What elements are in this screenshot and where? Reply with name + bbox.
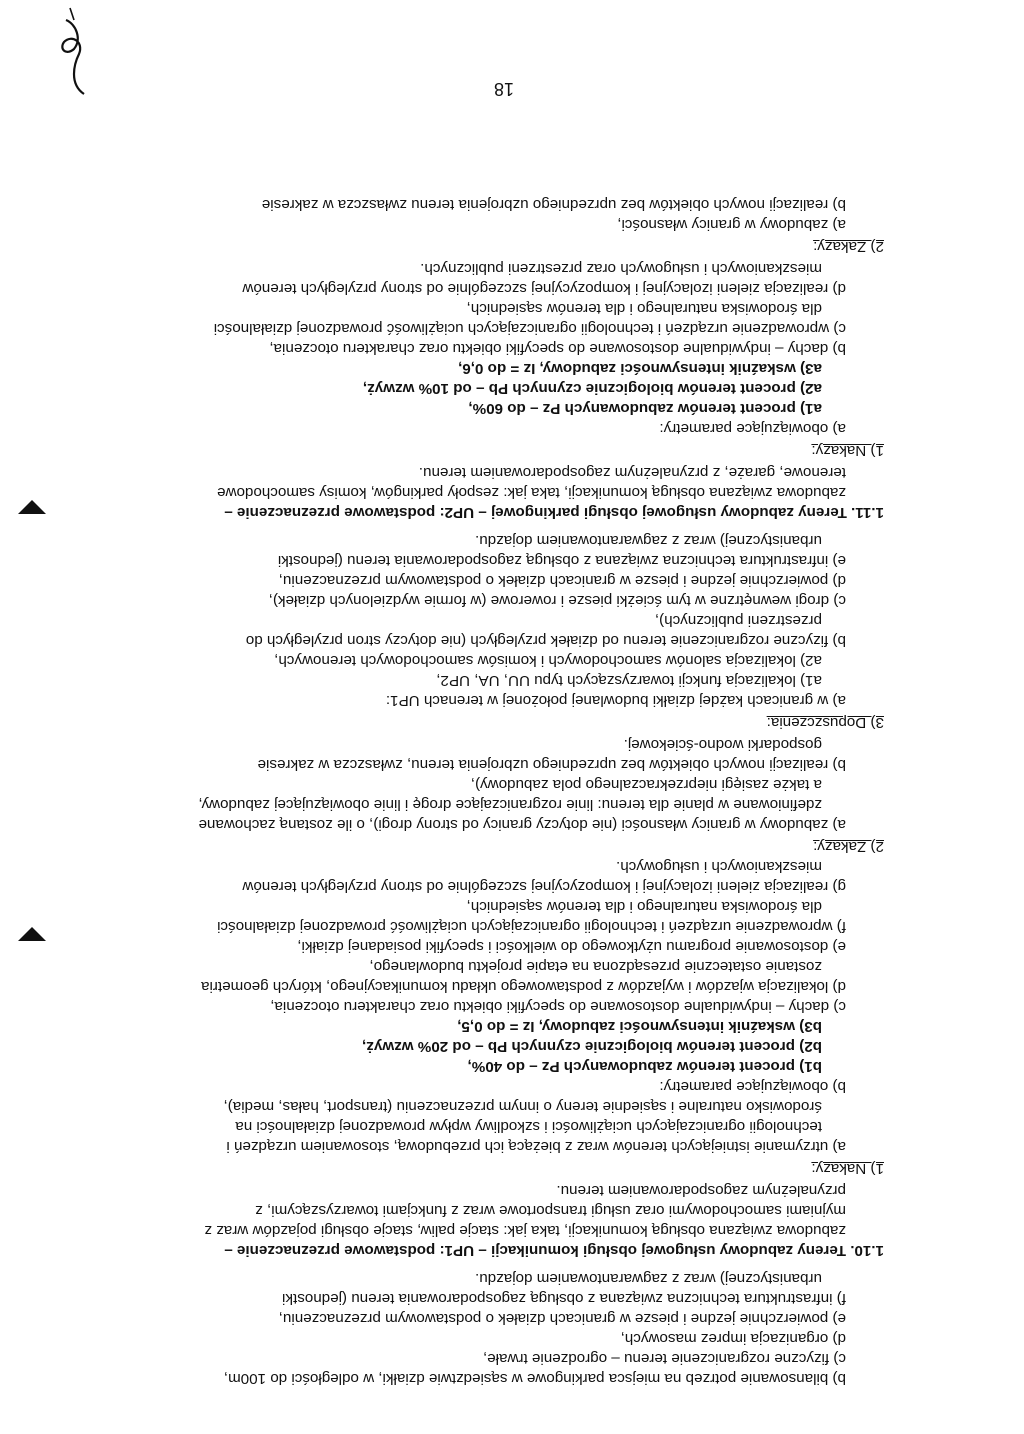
text-line: a) obowiązujące parametry: xyxy=(659,420,846,437)
text-line: f) infrastruktura techniczna związana z obsługą zagospodarowania terenu (jednostki xyxy=(282,1290,846,1307)
text-line: b) obowiązujące parametry: xyxy=(659,1078,846,1095)
text-line: d) lokalizacja wjazdów i wyjazdów z podstawowego układu komunikacyjnego, których geometria xyxy=(201,978,846,995)
text-line: mieszkaniowych i usługowych oraz przestrzeni publicznych. xyxy=(420,260,822,277)
text-line: d) powierzchnie jezdne i piesze w granicach działek o podstawowym przeznaczeniu, xyxy=(278,572,846,589)
text-line: d) realizacja zieleni izolacyjnej i kompozycyjnej szczególnie od strony przyległych terenów xyxy=(242,280,846,297)
text-line: a) zabudowy w granicy własności (nie dotyczy granicy od strony drogi), o ile zostaną zachowane xyxy=(198,816,846,833)
parameter-line: b3) wskaźnik intensywności zabudowy, Iz = do 0,5, xyxy=(457,1018,822,1035)
text-line: e) dostosowanie programu użytkowego do wielkości i specyfiki posiadanej działki, xyxy=(297,938,846,955)
subsection-label: 1) Nakazy: xyxy=(811,442,884,459)
text-line: dla środowiska naturalnego i dla terenów sąsiednich, xyxy=(466,300,822,317)
text-line: przynależnym zagospodarowaniem terenu. xyxy=(556,1182,846,1199)
text-line: myjniami samochodowymi oraz usługi transportowe wraz z funkcjami towarzyszącymi, z xyxy=(255,1202,846,1219)
text-line: zabudowa związana obsługą komunikacji, taka jak: zespoły parkingów, komisy samochodowe xyxy=(217,484,846,501)
text-line: a) zabudowy w granicy własności, xyxy=(617,216,846,233)
text-line: przestrzeni publicznych), xyxy=(654,612,822,629)
text-line: mieszkaniowych i usługowych. xyxy=(616,858,822,875)
text-line: e) powierzchnie jezdne i piesze w granicach działek o podstawowym przeznaczeniu, xyxy=(278,1310,846,1327)
page-number: 18 xyxy=(493,79,514,99)
text-line: gospodarki wodno-ściekowej. xyxy=(623,736,822,753)
text-line: a) w granicach każdej działki budowlanej położonej w terenach UP1: xyxy=(385,692,846,709)
text-line: technologii ograniczających uciążliwości i szkodliwy wpływ prowadzonej działalności na xyxy=(235,1118,822,1135)
parameter-line: a1) procent terenów zabudowanych Pz – do 60%, xyxy=(468,400,822,417)
text-line: a także zasięgi nieprzekraczalnego pola zabudowy), xyxy=(470,776,822,793)
text-line: b) realizacji nowych obiektów bez uprzedniego uzbrojenia terenu, zwłaszcza w zakresie xyxy=(257,756,846,773)
text-line: b) bilansowanie potrzeb na miejsca parkingowe w sąsiedztwie działki, w odległości do 100m, xyxy=(223,1370,846,1387)
subsection-label: 2) Zakazy: xyxy=(813,838,884,855)
text-line: zostanie ostatecznie przesądzona na etapie projektu budowlanego, xyxy=(369,958,822,975)
text-line: c) fizyczne rozgraniczenie terenu – ogrodzenie trwałe, xyxy=(483,1350,846,1367)
text-line: c) drogi wewnętrzne w tym ścieżki piesze i rowerowe (w formie wydzielonych działek), xyxy=(268,592,846,609)
handwritten-signature xyxy=(44,4,104,104)
text-line: a) utrzymanie istniejących terenów wraz z bieżącą ich przebudową, stosowaniem urządzeń i xyxy=(226,1138,846,1155)
text-line: zdefiniowane w planie dla terenu: linie rozgraniczające drogę i linie obowiązującej zabudowy, xyxy=(198,796,822,813)
parameter-line: a3) wskaźnik intensywności zabudowy, Iz = do 0,6, xyxy=(458,360,822,377)
text-line: e) infrastruktura techniczna związana z obsługą zagospodarowania terenu (jednostki xyxy=(277,552,846,569)
text-line: b) realizacji nowych obiektów bez uprzedniego uzbrojenia terenu zwłaszcza w zakresie xyxy=(261,196,846,213)
text-line: środowisko naturalne i sąsiednie tereny o innym przeznaczeniu (transport, hałas, media), xyxy=(223,1098,822,1115)
parameter-line: b1) procent terenów zabudowanych Pz – do 40%, xyxy=(467,1058,822,1075)
parameter-line: b2) procent terenów biologicznie czynnych Pb – od 20% wzwyż, xyxy=(362,1038,822,1055)
text-line: a1) lokalizacja funkcji towarzyszących typu UU, UA, UP2, xyxy=(436,672,822,689)
subsection-label: 1) Nakazy: xyxy=(811,1160,884,1177)
text-line: terenowe, garaże, z przynależnym zagospodarowaniem terenu. xyxy=(418,464,846,481)
section-heading: 1.11. Tereny zabudowy usługowej obsługi parkingowej – UP2: podstawowe przeznaczenie – xyxy=(224,504,884,521)
text-line: f) wprowadzenie urządzeń i technologii ograniczających uciążliwość prowadzonej działalności xyxy=(217,918,846,935)
subsection-label: 3) Dopuszczenia: xyxy=(766,714,884,731)
text-line: urbanistycznej) wraz z zagwarantowaniem dojazdu. xyxy=(475,532,822,549)
section-heading: 1.10. Tereny zabudowy usługowej obsługi komunikacji – UP1: podstawowe przeznaczenie – xyxy=(224,1242,884,1259)
text-line: b) dachy – indywidualne dostosowane do specyfiki obiektu oraz charakteru otoczenia, xyxy=(269,340,846,357)
text-line: c) wprowadzenie urządzeń i technologii ograniczających uciążliwość prowadzonej działalności xyxy=(213,320,846,337)
text-line: d) organizacja imprez masowych, xyxy=(620,1330,846,1347)
text-line: c) dachy – indywidualne dostosowane do specyfiki obiektu oraz charakteru otoczenia, xyxy=(270,998,846,1015)
text-line: b) fizyczne rozgraniczenie terenu od działek przyległych (nie dotyczy stron przyległych do xyxy=(245,632,846,649)
subsection-label: 2) Zakazy: xyxy=(813,238,884,255)
text-line: a2) lokalizacja salonów samochodowych i komisów samochodowych terenowych, xyxy=(274,652,822,669)
scan-mark xyxy=(18,500,46,514)
text-line: g) realizacja zieleni izolacyjnej i kompozycyjnej szczególnie od strony przyległych terenów xyxy=(242,878,846,895)
text-line: urbanistycznej) wraz z zagwarantowaniem dojazdu. xyxy=(475,1270,822,1287)
scan-mark xyxy=(18,927,46,941)
parameter-line: a2) procent terenów biologicznie czynnych Pb – od 10% wzwyż, xyxy=(362,380,822,397)
text-line: dla środowiska naturalnego i dla terenów sąsiednich, xyxy=(466,898,822,915)
text-line: zabudowa związana obsługą komunikacji, taka jak: stacje paliw, stacje obsługi pojazdów wraz z xyxy=(204,1222,846,1239)
